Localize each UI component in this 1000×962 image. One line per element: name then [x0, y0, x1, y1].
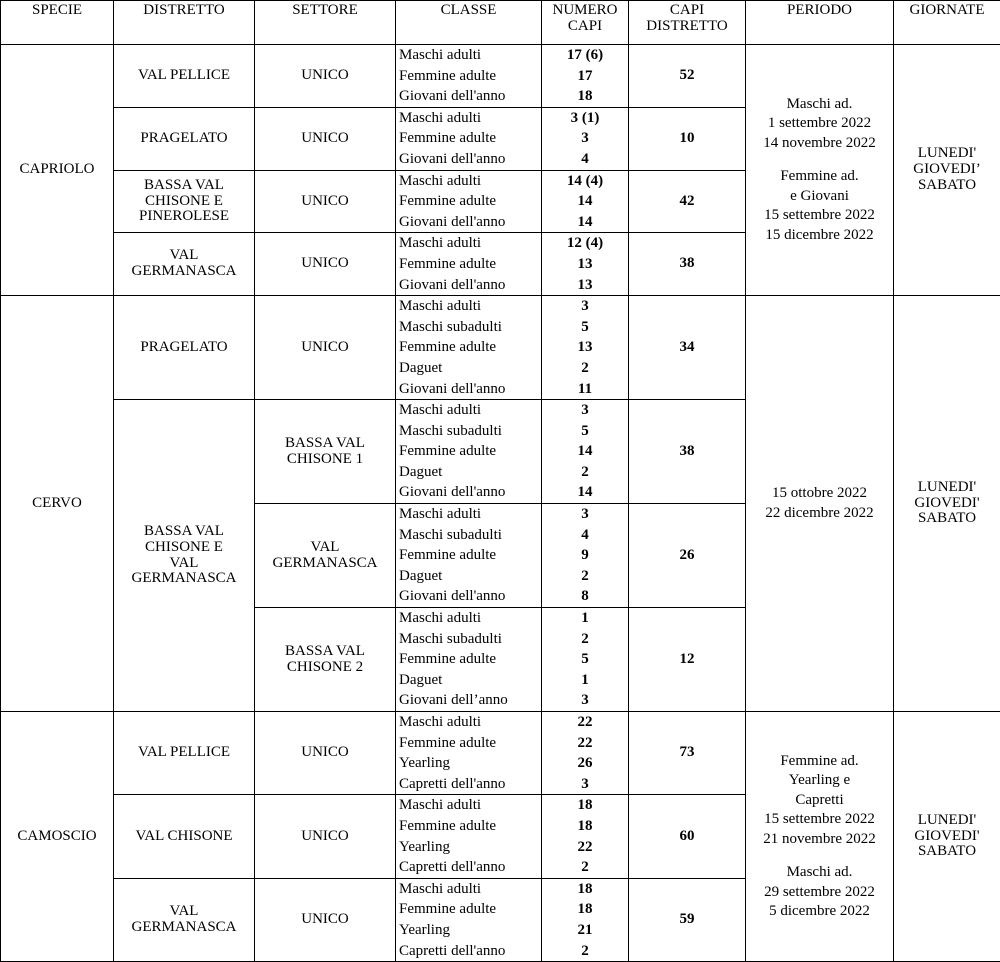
cell-line: LUNEDI'	[896, 813, 998, 829]
numero-capi-value: 26	[544, 753, 626, 774]
cell-line: UNICO	[257, 912, 393, 928]
cell-line: UNICO	[257, 256, 393, 272]
header-periodo: PERIODO	[746, 1, 894, 45]
classe-label: Femmine adulte	[399, 545, 539, 566]
cell-line: VAL	[116, 556, 252, 572]
table-row	[1, 45, 1000, 108]
classe-label: Maschi adulti	[399, 795, 539, 816]
classe-cell	[396, 170, 542, 233]
classe-label: Maschi adulti	[399, 45, 539, 66]
numero-capi-value: 18	[544, 899, 626, 920]
settore-cell	[255, 795, 396, 878]
classe-label: Maschi adulti	[399, 108, 539, 129]
table-row	[1, 296, 1000, 400]
classe-label: Femmine adulte	[399, 441, 539, 462]
header-settore: SETTORE	[255, 1, 396, 45]
classe-label: Femmine adulte	[399, 337, 539, 358]
specie-cell	[1, 45, 114, 296]
cell-line: CAMOSCIO	[3, 829, 111, 845]
classe-label: Maschi subadulti	[399, 421, 539, 442]
cell-line: 10	[631, 131, 743, 147]
numero-capi-value: 17 (6)	[544, 45, 626, 66]
periodo-line: Yearling e	[748, 771, 891, 791]
table-body	[1, 45, 1000, 962]
capi-distretto-cell	[629, 170, 746, 233]
numero-capi-value: 22	[544, 712, 626, 733]
classe-label: Femmine adulte	[399, 254, 539, 275]
numero-capi-value: 2	[544, 358, 626, 379]
numero-capi-value: 3	[544, 774, 626, 795]
cell-line: PINEROLESE	[116, 209, 252, 225]
capi-distretto-cell	[629, 45, 746, 108]
classe-label: Maschi subadulti	[399, 629, 539, 650]
classe-label: Daguet	[399, 358, 539, 379]
periodo-line: 1 settembre 2022	[748, 114, 891, 134]
numero-capi-value: 14 (4)	[544, 171, 626, 192]
settore-cell	[255, 296, 396, 400]
cell-line: GERMANASCA	[116, 571, 252, 587]
specie-cell	[1, 296, 114, 712]
cell-line: BASSA VAL	[257, 436, 393, 452]
cell-line: PRAGELATO	[116, 340, 252, 356]
numero-capi-value: 2	[544, 462, 626, 483]
numero-capi-value: 2	[544, 857, 626, 878]
numero-capi-value: 14	[544, 212, 626, 233]
classe-label: Giovani dell'anno	[399, 212, 539, 233]
classe-label: Maschi adulti	[399, 712, 539, 733]
numero-capi-value: 2	[544, 941, 626, 962]
cell-line: 34	[631, 340, 743, 356]
settore-cell	[255, 45, 396, 108]
classe-cell	[396, 504, 542, 608]
classe-label: Femmine adulte	[399, 66, 539, 87]
cell-line: VAL PELLICE	[116, 745, 252, 761]
cell-line: VAL PELLICE	[116, 68, 252, 84]
header-giornate: GIORNATE	[894, 1, 1000, 45]
classe-label: Giovani dell'anno	[399, 379, 539, 400]
cell-line: VAL	[116, 904, 252, 920]
cell-line: CHISONE 1	[257, 452, 393, 468]
numero-capi-value: 14	[544, 191, 626, 212]
cell-line: CHISONE E	[116, 540, 252, 556]
classe-label: Femmine adulte	[399, 128, 539, 149]
table-row	[1, 712, 1000, 795]
periodo-line: 14 novembre 2022	[748, 134, 891, 154]
capi-distretto-cell	[629, 233, 746, 296]
numero-capi-value: 13	[544, 275, 626, 296]
numero-capi-value: 3	[544, 128, 626, 149]
cell-line: GIOVEDI’	[896, 162, 998, 178]
cell-line: CHISONE 2	[257, 660, 393, 676]
periodo-line: 15 settembre 2022	[748, 810, 891, 830]
cell-line: VAL	[257, 540, 393, 556]
cell-line: GERMANASCA	[257, 556, 393, 572]
classe-label: Maschi subadulti	[399, 317, 539, 338]
settore-cell	[255, 233, 396, 296]
periodo-line: Maschi ad.	[748, 95, 891, 115]
cell-line: GIOVEDI'	[896, 829, 998, 845]
numero-capi-cell	[542, 107, 629, 170]
spacer	[748, 849, 891, 863]
periodo-cell	[746, 296, 894, 712]
header-classe: CLASSE	[396, 1, 542, 45]
periodo-cell	[746, 45, 894, 296]
classe-label: Capretti dell'anno	[399, 774, 539, 795]
classe-cell	[396, 712, 542, 795]
cell-line: UNICO	[257, 131, 393, 147]
cell-line: LUNEDI'	[896, 480, 998, 496]
numero-capi-cell	[542, 504, 629, 608]
spacer	[748, 153, 891, 167]
cell-line: 59	[631, 912, 743, 928]
periodo-line: Capretti	[748, 791, 891, 811]
cell-line: BASSA VAL	[116, 524, 252, 540]
numero-capi-value: 4	[544, 525, 626, 546]
classe-label: Giovani dell’anno	[399, 690, 539, 711]
settore-cell	[255, 712, 396, 795]
classe-label: Femmine adulte	[399, 191, 539, 212]
numero-capi-value: 3	[544, 504, 626, 525]
classe-label: Maschi adulti	[399, 400, 539, 421]
classe-label: Maschi adulti	[399, 296, 539, 317]
cell-line: 42	[631, 194, 743, 210]
periodo-line: 15 ottobre 2022	[748, 484, 891, 504]
classe-cell	[396, 400, 542, 504]
capi-distretto-cell	[629, 878, 746, 961]
classe-label: Yearling	[399, 753, 539, 774]
periodo-line: 5 dicembre 2022	[748, 902, 891, 922]
numero-capi-value: 5	[544, 649, 626, 670]
classe-label: Femmine adulte	[399, 899, 539, 920]
cell-line: LUNEDI'	[896, 146, 998, 162]
numero-capi-value: 4	[544, 149, 626, 170]
settore-cell	[255, 878, 396, 961]
numero-capi-value: 14	[544, 482, 626, 503]
numero-capi-cell	[542, 170, 629, 233]
cell-line: VAL	[116, 248, 252, 264]
periodo-line: 29 settembre 2022	[748, 883, 891, 903]
numero-capi-value: 2	[544, 566, 626, 587]
periodo-line: Femmine ad.	[748, 752, 891, 772]
header-distretto: DISTRETTO	[114, 1, 255, 45]
classe-label: Giovani dell'anno	[399, 86, 539, 107]
cell-line: 38	[631, 444, 743, 460]
distretto-cell	[114, 712, 255, 795]
classe-label: Yearling	[399, 920, 539, 941]
numero-capi-value: 13	[544, 254, 626, 275]
classe-cell	[396, 233, 542, 296]
numero-capi-value: 22	[544, 837, 626, 858]
classe-label: Giovani dell'anno	[399, 275, 539, 296]
settore-cell	[255, 504, 396, 608]
numero-capi-value: 8	[544, 586, 626, 607]
distretto-cell	[114, 296, 255, 400]
numero-capi-value: 9	[544, 545, 626, 566]
giornate-cell	[894, 45, 1000, 296]
classe-label: Giovani dell'anno	[399, 586, 539, 607]
distretto-cell	[114, 233, 255, 296]
classe-label: Maschi adulti	[399, 608, 539, 629]
classe-label: Capretti dell'anno	[399, 857, 539, 878]
cell-line: UNICO	[257, 745, 393, 761]
numero-capi-value: 2	[544, 629, 626, 650]
numero-capi-value: 21	[544, 920, 626, 941]
periodo-line: Maschi ad.	[748, 863, 891, 883]
numero-capi-cell	[542, 233, 629, 296]
numero-capi-cell	[542, 400, 629, 504]
numero-capi-value: 5	[544, 421, 626, 442]
numero-capi-value: 18	[544, 795, 626, 816]
capi-distretto-cell	[629, 504, 746, 608]
cell-line: BASSA VAL	[257, 644, 393, 660]
cell-line: 26	[631, 548, 743, 564]
classe-label: Maschi adulti	[399, 879, 539, 900]
cell-line: 12	[631, 652, 743, 668]
cell-line: GERMANASCA	[116, 264, 252, 280]
giornate-cell	[894, 296, 1000, 712]
capi-distretto-cell	[629, 795, 746, 878]
classe-label: Daguet	[399, 670, 539, 691]
classe-label: Femmine adulte	[399, 816, 539, 837]
classe-cell	[396, 45, 542, 108]
header-row	[1, 1, 1000, 45]
classe-label: Femmine adulte	[399, 733, 539, 754]
classe-cell	[396, 878, 542, 961]
numero-capi-cell	[542, 795, 629, 878]
capi-distretto-cell	[629, 400, 746, 504]
numero-capi-value: 1	[544, 608, 626, 629]
distretto-cell	[114, 170, 255, 233]
periodo-line: 15 dicembre 2022	[748, 226, 891, 246]
classe-cell	[396, 608, 542, 712]
numero-capi-value: 3 (1)	[544, 108, 626, 129]
periodo-line: Femmine ad.	[748, 167, 891, 187]
numero-capi-value: 3	[544, 296, 626, 317]
numero-capi-cell	[542, 608, 629, 712]
numero-capi-value: 1	[544, 670, 626, 691]
cell-line: 60	[631, 829, 743, 845]
classe-label: Daguet	[399, 462, 539, 483]
numero-capi-cell	[542, 45, 629, 108]
settore-cell	[255, 170, 396, 233]
header-specie: SPECIE	[1, 1, 114, 45]
classe-label: Yearling	[399, 837, 539, 858]
classe-cell	[396, 296, 542, 400]
numero-capi-value: 18	[544, 816, 626, 837]
numero-capi-value: 11	[544, 379, 626, 400]
cell-line: GIOVEDI'	[896, 496, 998, 512]
numero-capi-value: 22	[544, 733, 626, 754]
cell-line: CERVO	[3, 496, 111, 512]
classe-label: Maschi subadulti	[399, 525, 539, 546]
settore-cell	[255, 400, 396, 504]
cell-line: UNICO	[257, 68, 393, 84]
distretto-cell	[114, 107, 255, 170]
cell-line: UNICO	[257, 194, 393, 210]
classe-cell	[396, 107, 542, 170]
cell-line: GERMANASCA	[116, 920, 252, 936]
capi-distretto-cell	[629, 712, 746, 795]
distretto-cell	[114, 795, 255, 878]
classe-label: Maschi adulti	[399, 171, 539, 192]
cell-line: VAL CHISONE	[116, 829, 252, 845]
giornate-cell	[894, 712, 1000, 962]
cell-line: SABATO	[896, 178, 998, 194]
numero-capi-value: 18	[544, 879, 626, 900]
cell-line: SABATO	[896, 511, 998, 527]
numero-capi-cell	[542, 878, 629, 961]
settore-cell	[255, 608, 396, 712]
numero-capi-value: 3	[544, 400, 626, 421]
cell-line: CAPRIOLO	[3, 162, 111, 178]
numero-capi-value: 14	[544, 441, 626, 462]
classe-label: Maschi adulti	[399, 504, 539, 525]
periodo-line: 21 novembre 2022	[748, 830, 891, 850]
numero-capi-cell	[542, 712, 629, 795]
cell-line: 52	[631, 68, 743, 84]
periodo-line: 22 dicembre 2022	[748, 504, 891, 524]
numero-capi-value: 12 (4)	[544, 233, 626, 254]
classe-label: Daguet	[399, 566, 539, 587]
distretto-cell	[114, 45, 255, 108]
cell-line: 38	[631, 256, 743, 272]
classe-cell	[396, 795, 542, 878]
cell-line: UNICO	[257, 829, 393, 845]
classe-label: Giovani dell'anno	[399, 482, 539, 503]
capi-distretto-cell	[629, 296, 746, 400]
classe-label: Capretti dell'anno	[399, 941, 539, 962]
numero-capi-value: 17	[544, 66, 626, 87]
cell-line: CHISONE E	[116, 194, 252, 210]
distretto-cell	[114, 878, 255, 961]
cell-line: 73	[631, 745, 743, 761]
capi-distretto-cell	[629, 107, 746, 170]
classe-label: Femmine adulte	[399, 649, 539, 670]
cell-line: SABATO	[896, 844, 998, 860]
numero-capi-value: 5	[544, 317, 626, 338]
periodo-cell	[746, 712, 894, 962]
header-capi-distretto: CAPI DISTRETTO	[629, 1, 746, 45]
cell-line: PRAGELATO	[116, 131, 252, 147]
numero-capi-value: 18	[544, 86, 626, 107]
numero-capi-value: 3	[544, 690, 626, 711]
numero-capi-value: 13	[544, 337, 626, 358]
settore-cell	[255, 107, 396, 170]
specie-cell	[1, 712, 114, 962]
distretto-cell	[114, 400, 255, 712]
header-numero-capi: NUMERO CAPI	[542, 1, 629, 45]
cell-line: BASSA VAL	[116, 178, 252, 194]
numero-capi-cell	[542, 296, 629, 400]
cell-line: UNICO	[257, 340, 393, 356]
classe-label: Giovani dell'anno	[399, 149, 539, 170]
periodo-line: e Giovani	[748, 187, 891, 207]
classe-label: Maschi adulti	[399, 233, 539, 254]
periodo-line: 15 settembre 2022	[748, 206, 891, 226]
capi-distretto-cell	[629, 608, 746, 712]
